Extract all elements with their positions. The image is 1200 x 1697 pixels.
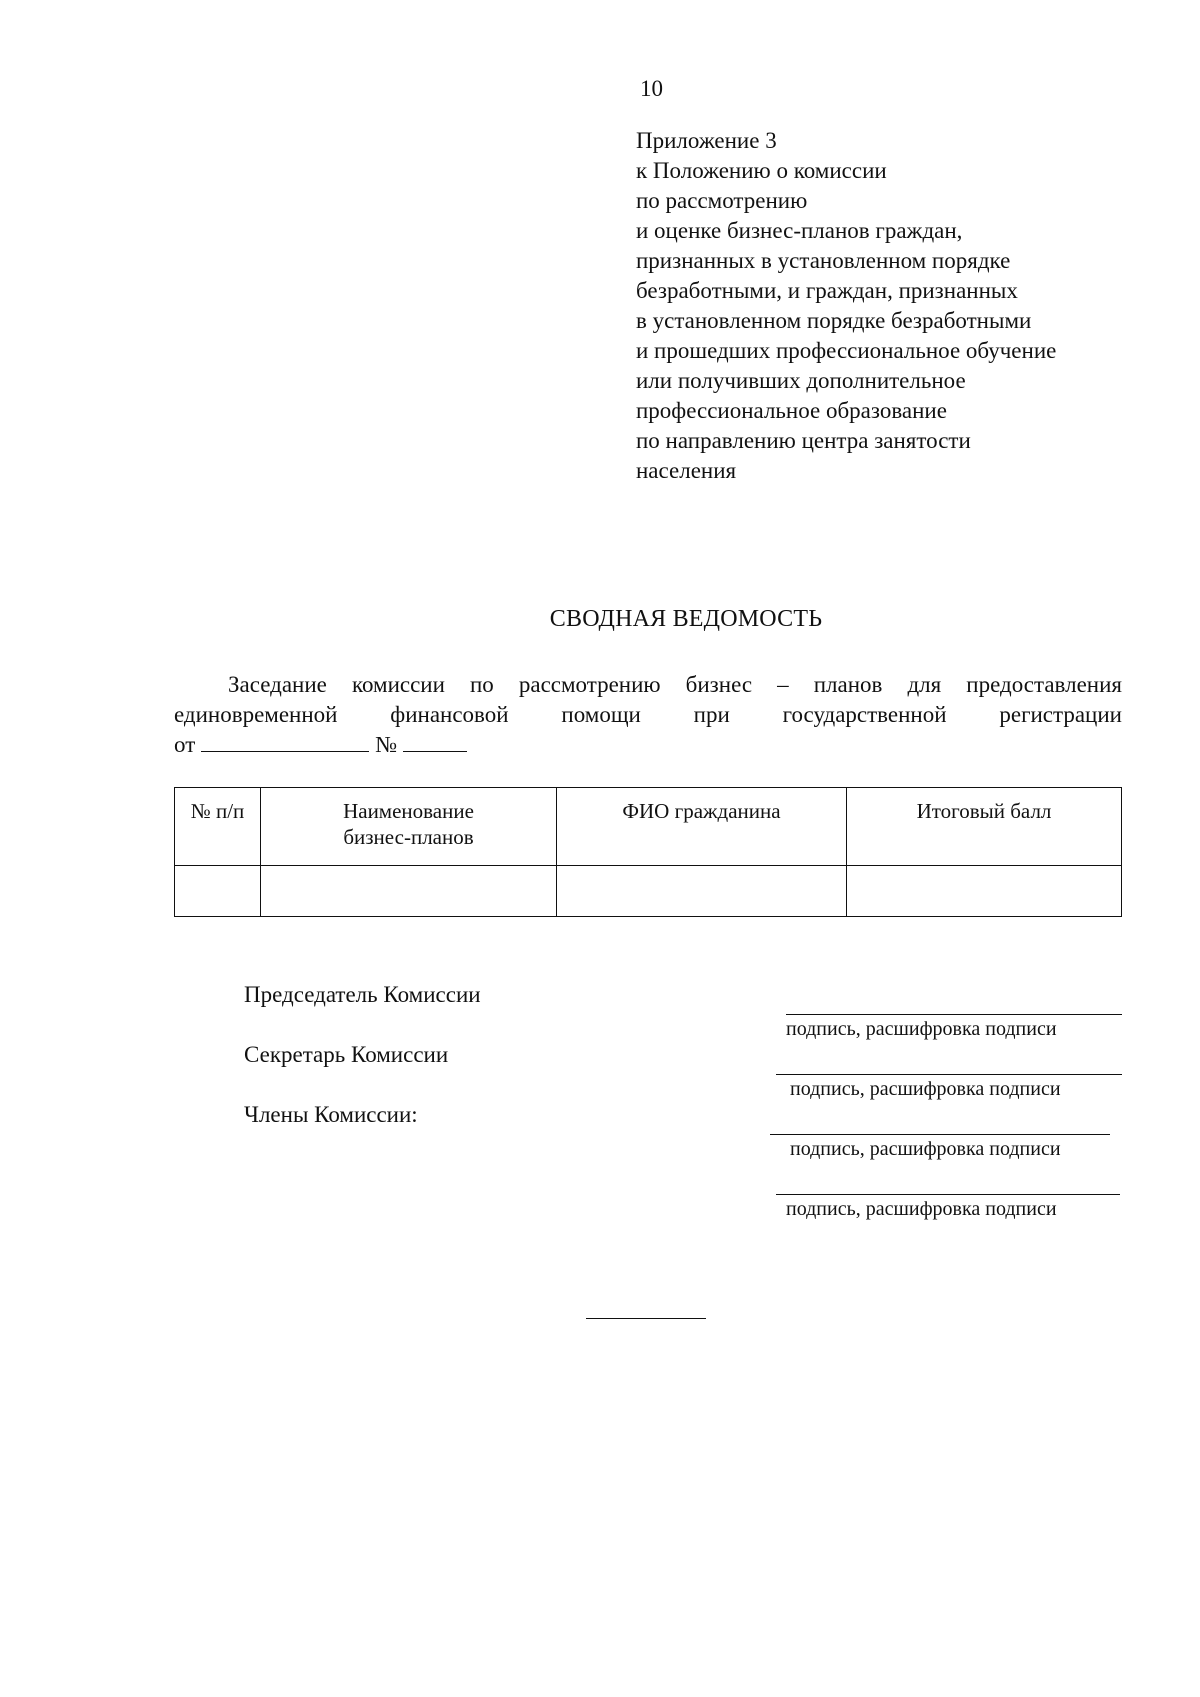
end-of-document-rule xyxy=(586,1318,706,1319)
document-title: СВОДНАЯ ВЕДОМОСТЬ xyxy=(549,606,823,632)
from-label: от xyxy=(174,732,196,757)
signature-caption: подпись, расшифровка подписи xyxy=(786,1018,1057,1040)
page-number: 10 xyxy=(640,76,663,101)
appendix-line: в установленном порядке безработными xyxy=(636,308,1032,333)
appendix-line: населения xyxy=(636,458,737,483)
intro-line: Заседание комиссии по рассмотрению бизнес – планов для предоставления xyxy=(228,672,1122,697)
appendix-line: к Положению о комиссии xyxy=(636,158,887,183)
date-number-line xyxy=(174,730,1122,760)
table-header-row xyxy=(175,788,1122,866)
header-score: Итоговый балл xyxy=(847,788,1122,866)
appendix-header xyxy=(636,126,1156,486)
table-cell[interactable] xyxy=(847,866,1122,917)
appendix-line: или получивших дополнительное xyxy=(636,368,966,393)
member-signature-line[interactable] xyxy=(776,1194,1120,1195)
signature-caption: подпись, расшифровка подписи xyxy=(786,1198,1057,1220)
table-cell[interactable] xyxy=(261,866,557,917)
secretary-label: Секретарь Комиссии xyxy=(244,1042,449,1067)
header-business-plan xyxy=(261,788,557,866)
meeting-intro xyxy=(174,670,1122,760)
signature-caption: подпись, расшифровка подписи xyxy=(790,1078,1061,1100)
date-blank[interactable] xyxy=(201,731,369,752)
header-business-plan-line: бизнес-планов xyxy=(343,825,474,849)
appendix-line: профессиональное образование xyxy=(636,398,947,423)
signature-caption: подпись, расшифровка подписи xyxy=(790,1138,1061,1160)
appendix-line: по направлению центра занятости xyxy=(636,428,971,453)
member-signature-line[interactable] xyxy=(770,1134,1110,1135)
header-num: № п/п xyxy=(175,788,261,866)
header-fio: ФИО гражданина xyxy=(557,788,847,866)
appendix-line: и прошедших профессиональное обучение xyxy=(636,338,1057,363)
table-cell[interactable] xyxy=(175,866,261,917)
chairman-label: Председатель Комиссии xyxy=(244,982,481,1007)
appendix-line: и оценке бизнес-планов граждан, xyxy=(636,218,963,243)
appendix-line: Приложение 3 xyxy=(636,128,777,153)
chairman-signature-line[interactable] xyxy=(786,1014,1122,1015)
intro-line: единовременной финансовой помощи при государственной регистрации xyxy=(174,702,1122,727)
table-row xyxy=(175,866,1122,917)
appendix-line: признанных в установленном порядке xyxy=(636,248,1011,273)
members-label: Члены Комиссии: xyxy=(244,1102,418,1127)
table-cell[interactable] xyxy=(557,866,847,917)
number-label: № xyxy=(375,732,398,757)
number-blank[interactable] xyxy=(403,731,467,752)
header-business-plan-line: Наименование xyxy=(343,799,474,823)
appendix-line: безработными, и граждан, признанных xyxy=(636,278,1018,303)
appendix-line: по рассмотрению xyxy=(636,188,808,213)
secretary-signature-line[interactable] xyxy=(776,1074,1122,1075)
summary-table xyxy=(174,787,1122,917)
